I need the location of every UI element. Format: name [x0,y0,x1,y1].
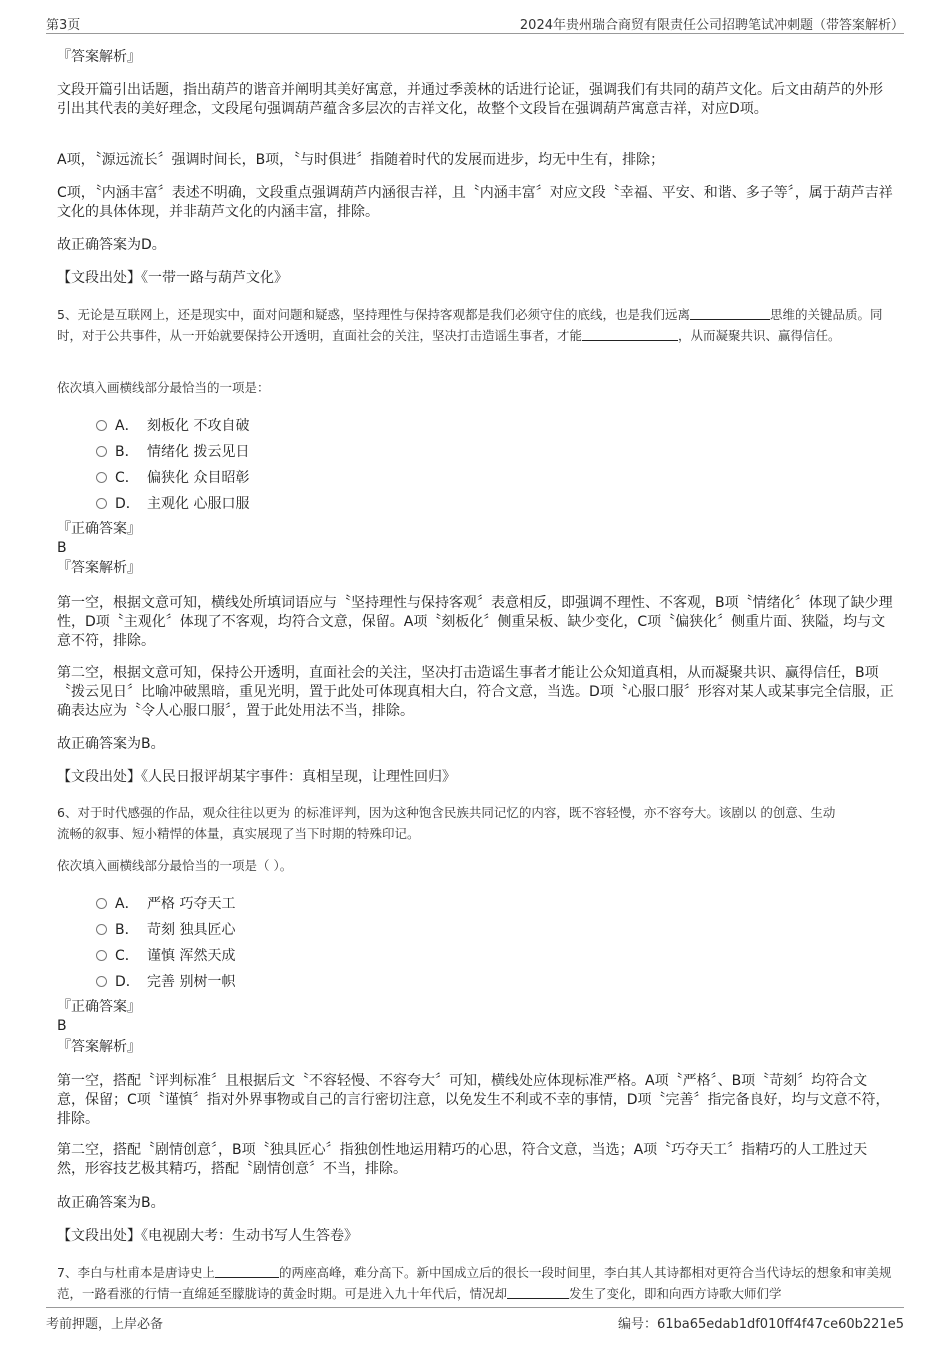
q6-analysis-para1: 第一空，搭配〝评判标准〞且根据后文〝不容轻慢、不容夸大〞可知，横线处应体现标准严格。A项〝严格〞、B项〝苛刻〞均符合文意，保留；C项〝谨慎〞指对外界事物或自己的言行密切注意，以免发生不利或不幸的事情，D项〝完善〞指完备良好，均与文意不符，排除。 [57,1073,890,1127]
q6-question: 6、对于时代感强的作品，观众往往以更为 的标准评判，因为这种饱含民族共同记忆的内容，既不容轻慢，亦不容夸大。该剧以 的创意、生动 流畅的叙事、短小精悍的体量，真实展现了当下时期的特殊印记。 [57,805,836,841]
q6-answer: 故正确答案为B。 [57,1195,165,1211]
q5-option-c[interactable]: C． 偏狭化 众目昭彰 [96,467,249,487]
document-code: 编号：61ba65edab1df010ff4f47ce60b221e5 [617,1317,904,1332]
radio-icon[interactable] [96,898,107,909]
q6-analysis-para2: 第二空，搭配〝剧情创意〞，B项〝独具匠心〞指独创性地运用精巧的心思，符合文意，当选；A项〝巧夺天工〞指精巧的人工胜过天然，形容技艺极其精巧，搭配〝剧情创意〞不当，排除。 [57,1142,868,1177]
radio-icon[interactable] [96,498,107,509]
q5-blank-2 [582,328,678,341]
q7-blank-1 [215,1265,279,1278]
footer-slogan: 考前押题，上岸必备 [46,1317,164,1332]
q6-prompt: 依次填入画横线部分最恰当的一项是（ ）。 [57,858,293,873]
q5-correct-title: 『正确答案』 [57,521,141,537]
q4-analysis-para1: 文段开篇引出话题，指出葫芦的谐音并阐明其美好寓意，并通过季羡林的话进行论证，强调我们有共同的葫芦文化。后文由葫芦的外形引出其代表的美好理念，文段尾句强调葫芦蕴含多层次的吉祥文化，故整个文段旨在强调葫芦寓意吉祥，对应D项。 [57,82,883,117]
radio-icon[interactable] [96,446,107,457]
q5-correct-answer: B [57,540,67,556]
radio-icon[interactable] [96,976,107,987]
q6-option-c[interactable]: C． 谨慎 浑然天成 [96,945,235,965]
q4-analysis-para3: C项，〝内涵丰富〞表述不明确，文段重点强调葫芦内涵很吉祥，且〝内涵丰富〞对应文段〝幸福、平安、和谐、多子等〞，属于葫芦吉祥文化的具体体现，并非葫芦文化的内涵丰富，排除。 [57,185,893,220]
q6-correct-title: 『正确答案』 [57,999,141,1015]
q6-option-a[interactable]: A． 严格 巧夺天工 [96,893,235,913]
radio-icon[interactable] [96,950,107,961]
q7-blank-2 [507,1286,569,1299]
q4-answer: 故正确答案为D。 [57,237,166,253]
q4-source: 【文段出处】《一带一路与葫芦文化》 [57,270,288,286]
radio-icon[interactable] [96,924,107,935]
q6-analysis-title: 『答案解析』 [57,1039,141,1055]
q6-source: 【文段出处】《电视剧大考：生动书写人生答卷》 [57,1228,358,1244]
q4-analysis-para2: A项，〝源远流长〞强调时间长，B项，〝与时俱进〞指随着时代的发展而进步，均无中生有，排除； [57,152,665,168]
q5-option-d[interactable]: D． 主观化 心服口服 [96,493,249,513]
radio-icon[interactable] [96,420,107,431]
footer-divider [46,1307,904,1308]
q6-correct-answer: B [57,1018,67,1034]
q6-option-b[interactable]: B． 苛刻 独具匠心 [96,919,235,939]
q5-source: 【文段出处】《人民日报评胡某宇事件：真相呈现，让理性回归》 [57,769,456,785]
header-divider [46,33,904,34]
document-title: 2024年贵州瑞合商贸有限责任公司招聘笔试冲刺题（带答案解析） [519,18,904,33]
q7-question: 7、李白与杜甫本是唐诗史上 的两座高峰，难分高下。新中国成立后的很长一段时间里，李白其人其诗都相对更符合当代诗坛的想象和审美规范，一路看涨的行情一直绵延至朦胧诗的黄金时期。可是进入九十年代后，情况却 发生了变化，即和向西方诗歌大师们学 [57,1265,892,1301]
q4-analysis-title: 『答案解析』 [57,49,141,65]
q5-option-b[interactable]: B． 情绪化 拨云见日 [96,441,249,461]
q5-analysis-para1: 第一空，根据文意可知，横线处所填词语应与〝坚持理性与保持客观〞表意相反，即强调不理性、不客观，B项〝情绪化〞体现了缺少理性，D项〝主观化〞体现了不客观，均符合文意，保留。A项〝刻板化〞侧重呆板、缺少变化，C项〝偏狭化〞侧重片面、狭隘，均与文意不符，排除。 [57,595,893,649]
q5-answer: 故正确答案为B。 [57,736,165,752]
q5-analysis-title: 『答案解析』 [57,560,141,576]
page-number: 第3页 [46,18,81,33]
q5-question: 5、无论是互联网上，还是现实中，面对问题和疑惑，坚持理性与保持客观都是我们必须守住的底线，也是我们远离 思维的关键品质。同时，对于公共事件，从一开始就要保持公开透明，直面社会的关注，坚决打击造谣生事者，才能 ，从而凝聚共识、赢得信任。 [57,307,883,343]
q5-prompt: 依次填入画横线部分最恰当的一项是： [57,380,270,395]
radio-icon[interactable] [96,472,107,483]
q5-blank-1 [690,307,770,320]
q5-option-a[interactable]: A． 刻板化 不攻自破 [96,415,249,435]
q5-analysis-para2: 第二空，根据文意可知，保持公开透明，直面社会的关注，坚决打击造谣生事者才能让公众知道真相，从而凝聚共识、赢得信任，B项〝拨云见日〞比喻冲破黑暗，重见光明，置于此处可体现真相大白，符合文意，当选。D项〝心服口服〞形容对某人或某事完全信服，正确表达应为〝令人心服口服〞，置于此处用法不当，排除。 [57,665,894,719]
q6-option-d[interactable]: D． 完善 别树一帜 [96,971,235,991]
